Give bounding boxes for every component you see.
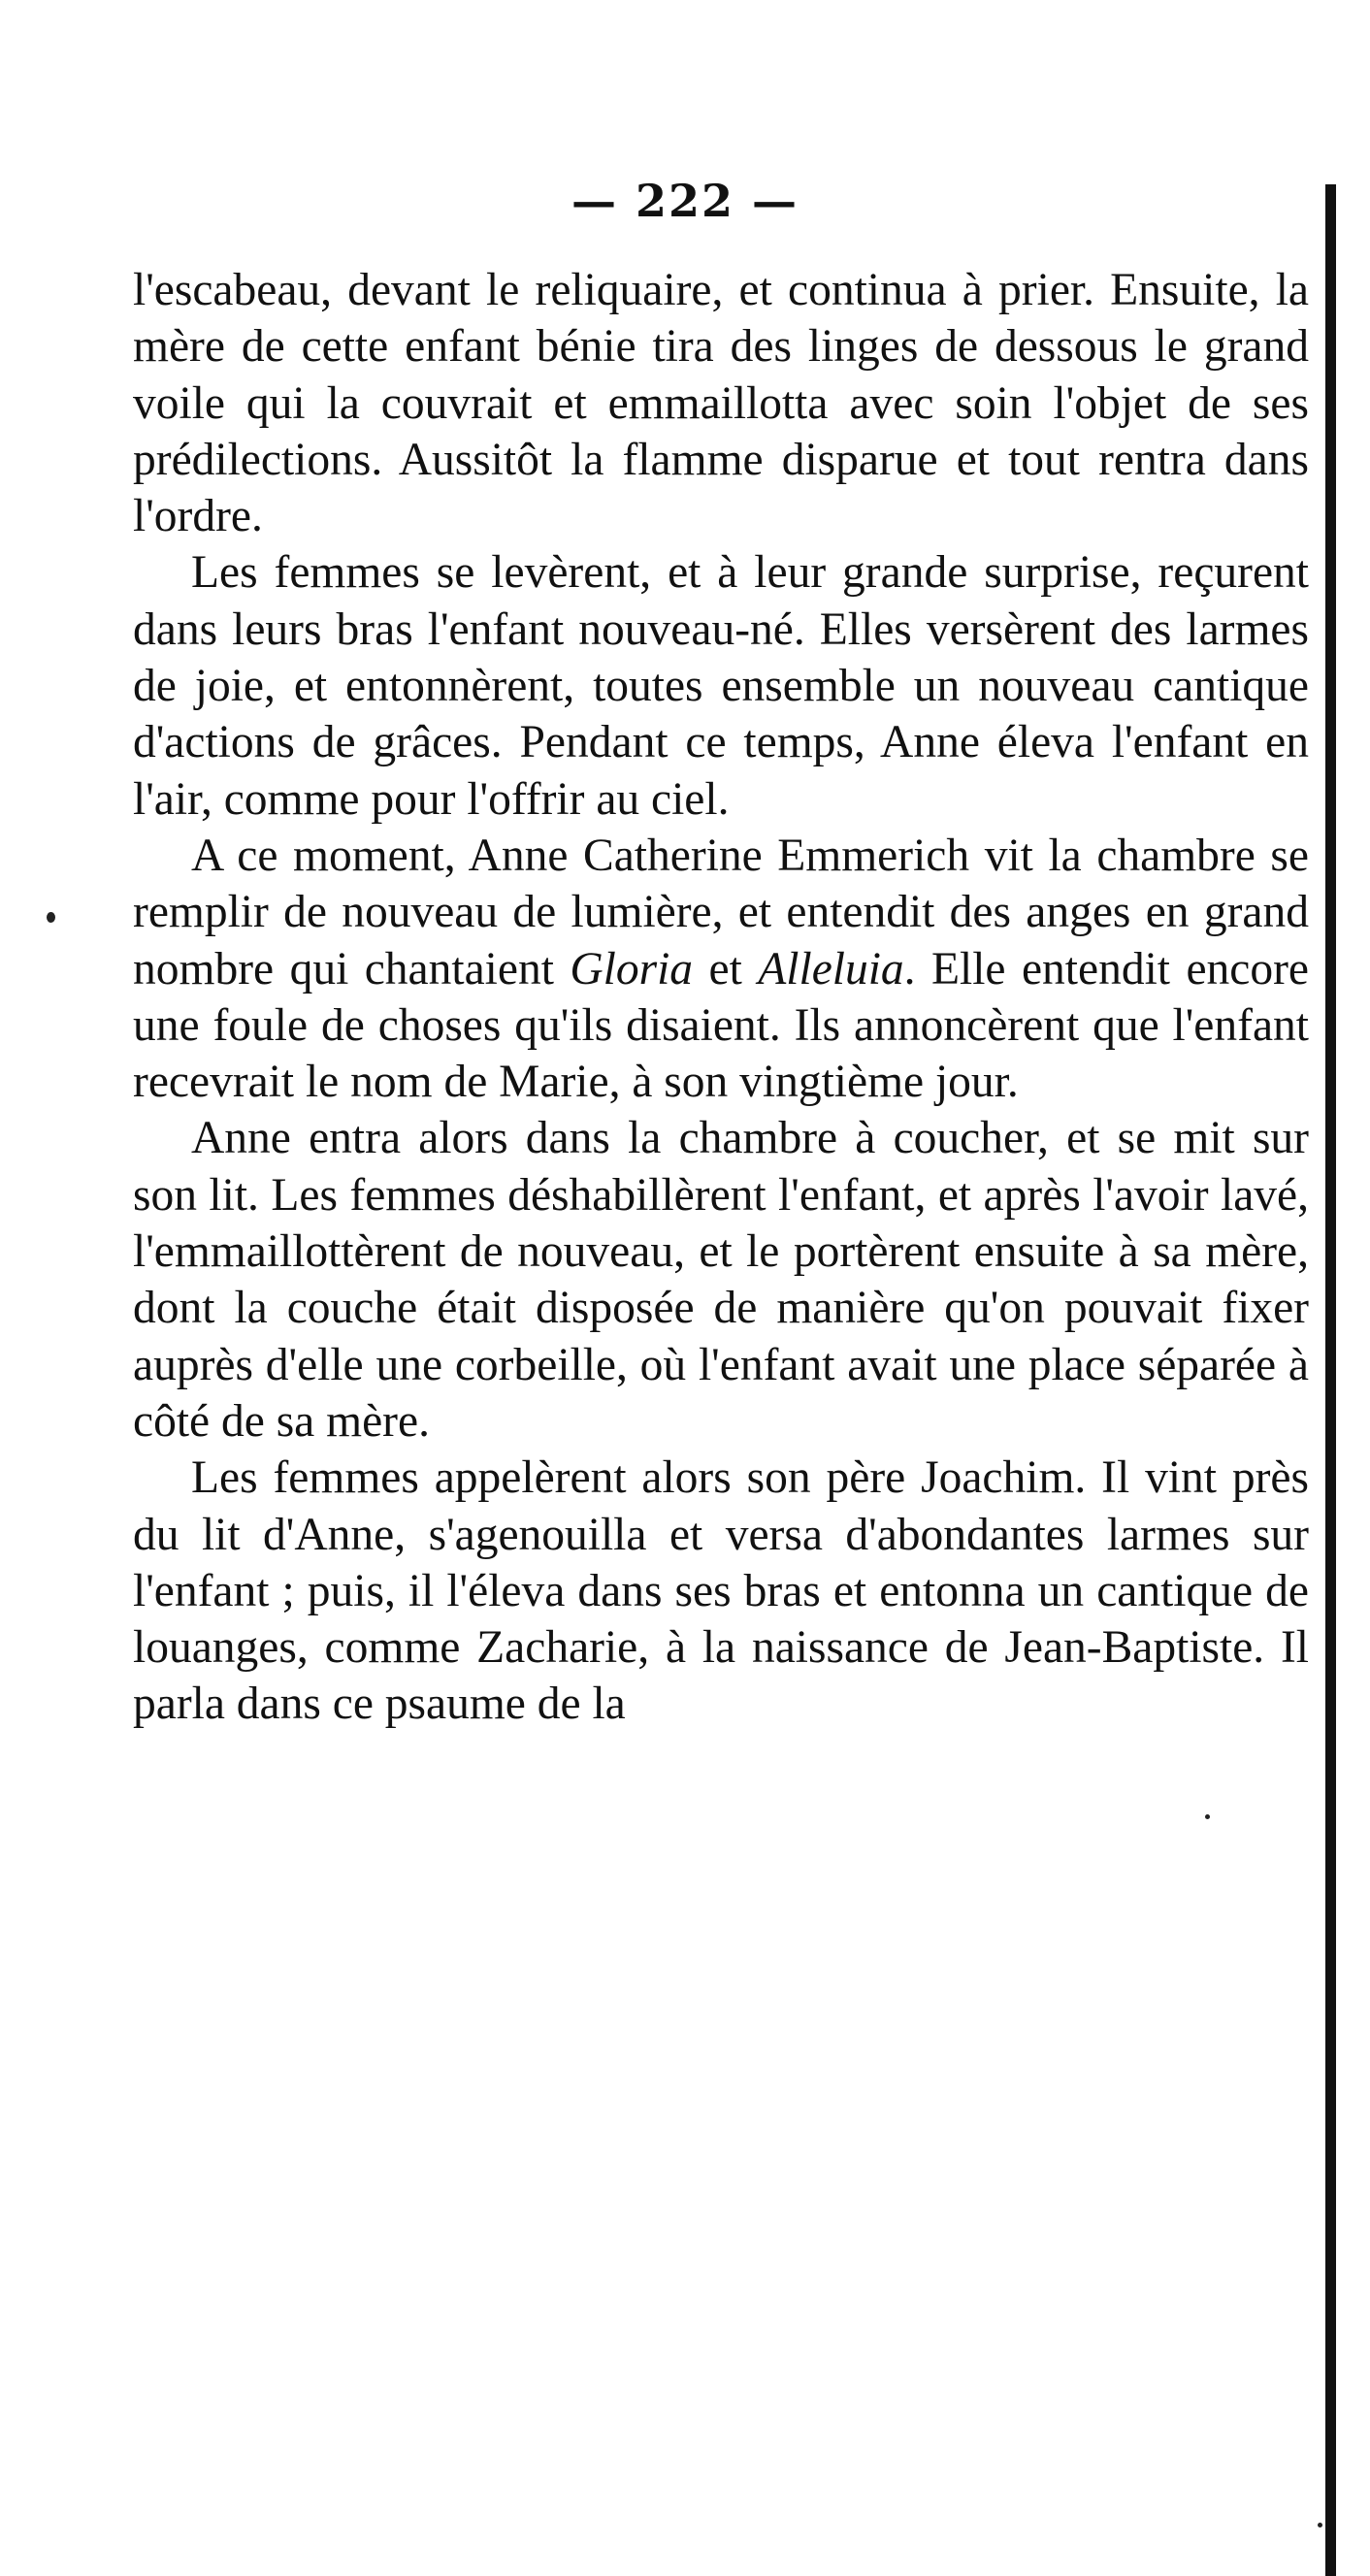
paragraph-1-text: l'escabeau, devant le reliquaire, et continua à prier. Ensuite, la mère de cette enfant bénie tira des linges de dessous le grand voile qui la couvrait et emmaillotta avec soin l'objet de ses prédilections. Aussitôt la flamme disparue et tout rentra dans l'ordre. (133, 265, 1309, 542)
paragraph-5-text: Les femmes appelèrent alors son père Joachim. Il vint près du lit d'Anne, s'agenouilla et versa d'abondantes larmes sur l'enfant ; puis, il l'éleva dans ses bras et entonna un cantique de louanges, comme Zacharie, à la naissance de Jean-Baptiste. Il parla dans ce psaume de la (133, 1452, 1309, 1730)
page-edge-rule (1325, 184, 1336, 2576)
paragraph-4 (133, 1110, 1309, 1450)
italic-gloria: Gloria (570, 943, 694, 995)
paragraph-1 (133, 262, 1309, 544)
paragraph-2 (133, 544, 1309, 827)
paragraph-5 (133, 1450, 1309, 1732)
paragraph-3-text-end: . Elle entendit encore une foule de choses qu'ils disaient. Ils annoncèrent que l'enfant recevrait le nom de Marie, à son vingtième jour. (133, 943, 1310, 1108)
paragraph-2-text: Les femmes se levèrent, et à leur grande surprise, reçurent dans leurs bras l'enfant nouveau-né. Elles versèrent des larmes de joie, et entonnèrent, toutes ensemble un nouveau cantique d'actions de grâces. Pendant ce temps, Anne éleva l'enfant en l'air, comme pour l'offrir au ciel. (133, 547, 1309, 825)
italic-alleluia: Alleluia (758, 943, 904, 995)
ink-speck (1205, 1814, 1210, 1819)
paragraph-3-text-start: A ce moment, Anne Catherine Emmerich vit la chambre se remplir de nouveau de lumière, et entendit des anges en grand nombre qui chantaient (133, 830, 1309, 995)
paragraph-3 (133, 828, 1309, 1110)
ink-speck (47, 912, 55, 923)
paragraph-4-text: Anne entra alors dans la chambre à coucher, et se mit sur son lit. Les femmes déshabillèrent l'enfant, et après l'avoir lavé, l'emmaillottèrent de nouveau, et le portèrent ensuite à sa mère, dont la couche était disposée de manière qu'on pouvait fixer auprès d'elle une corbeille, où l'enfant avait une place séparée à côté de sa mère. (133, 1113, 1309, 1447)
paragraph-3-text-mid: et (693, 943, 759, 995)
page-number: — 222 — (571, 175, 799, 227)
ink-speck (1318, 2523, 1322, 2527)
body-text (133, 262, 1309, 1733)
